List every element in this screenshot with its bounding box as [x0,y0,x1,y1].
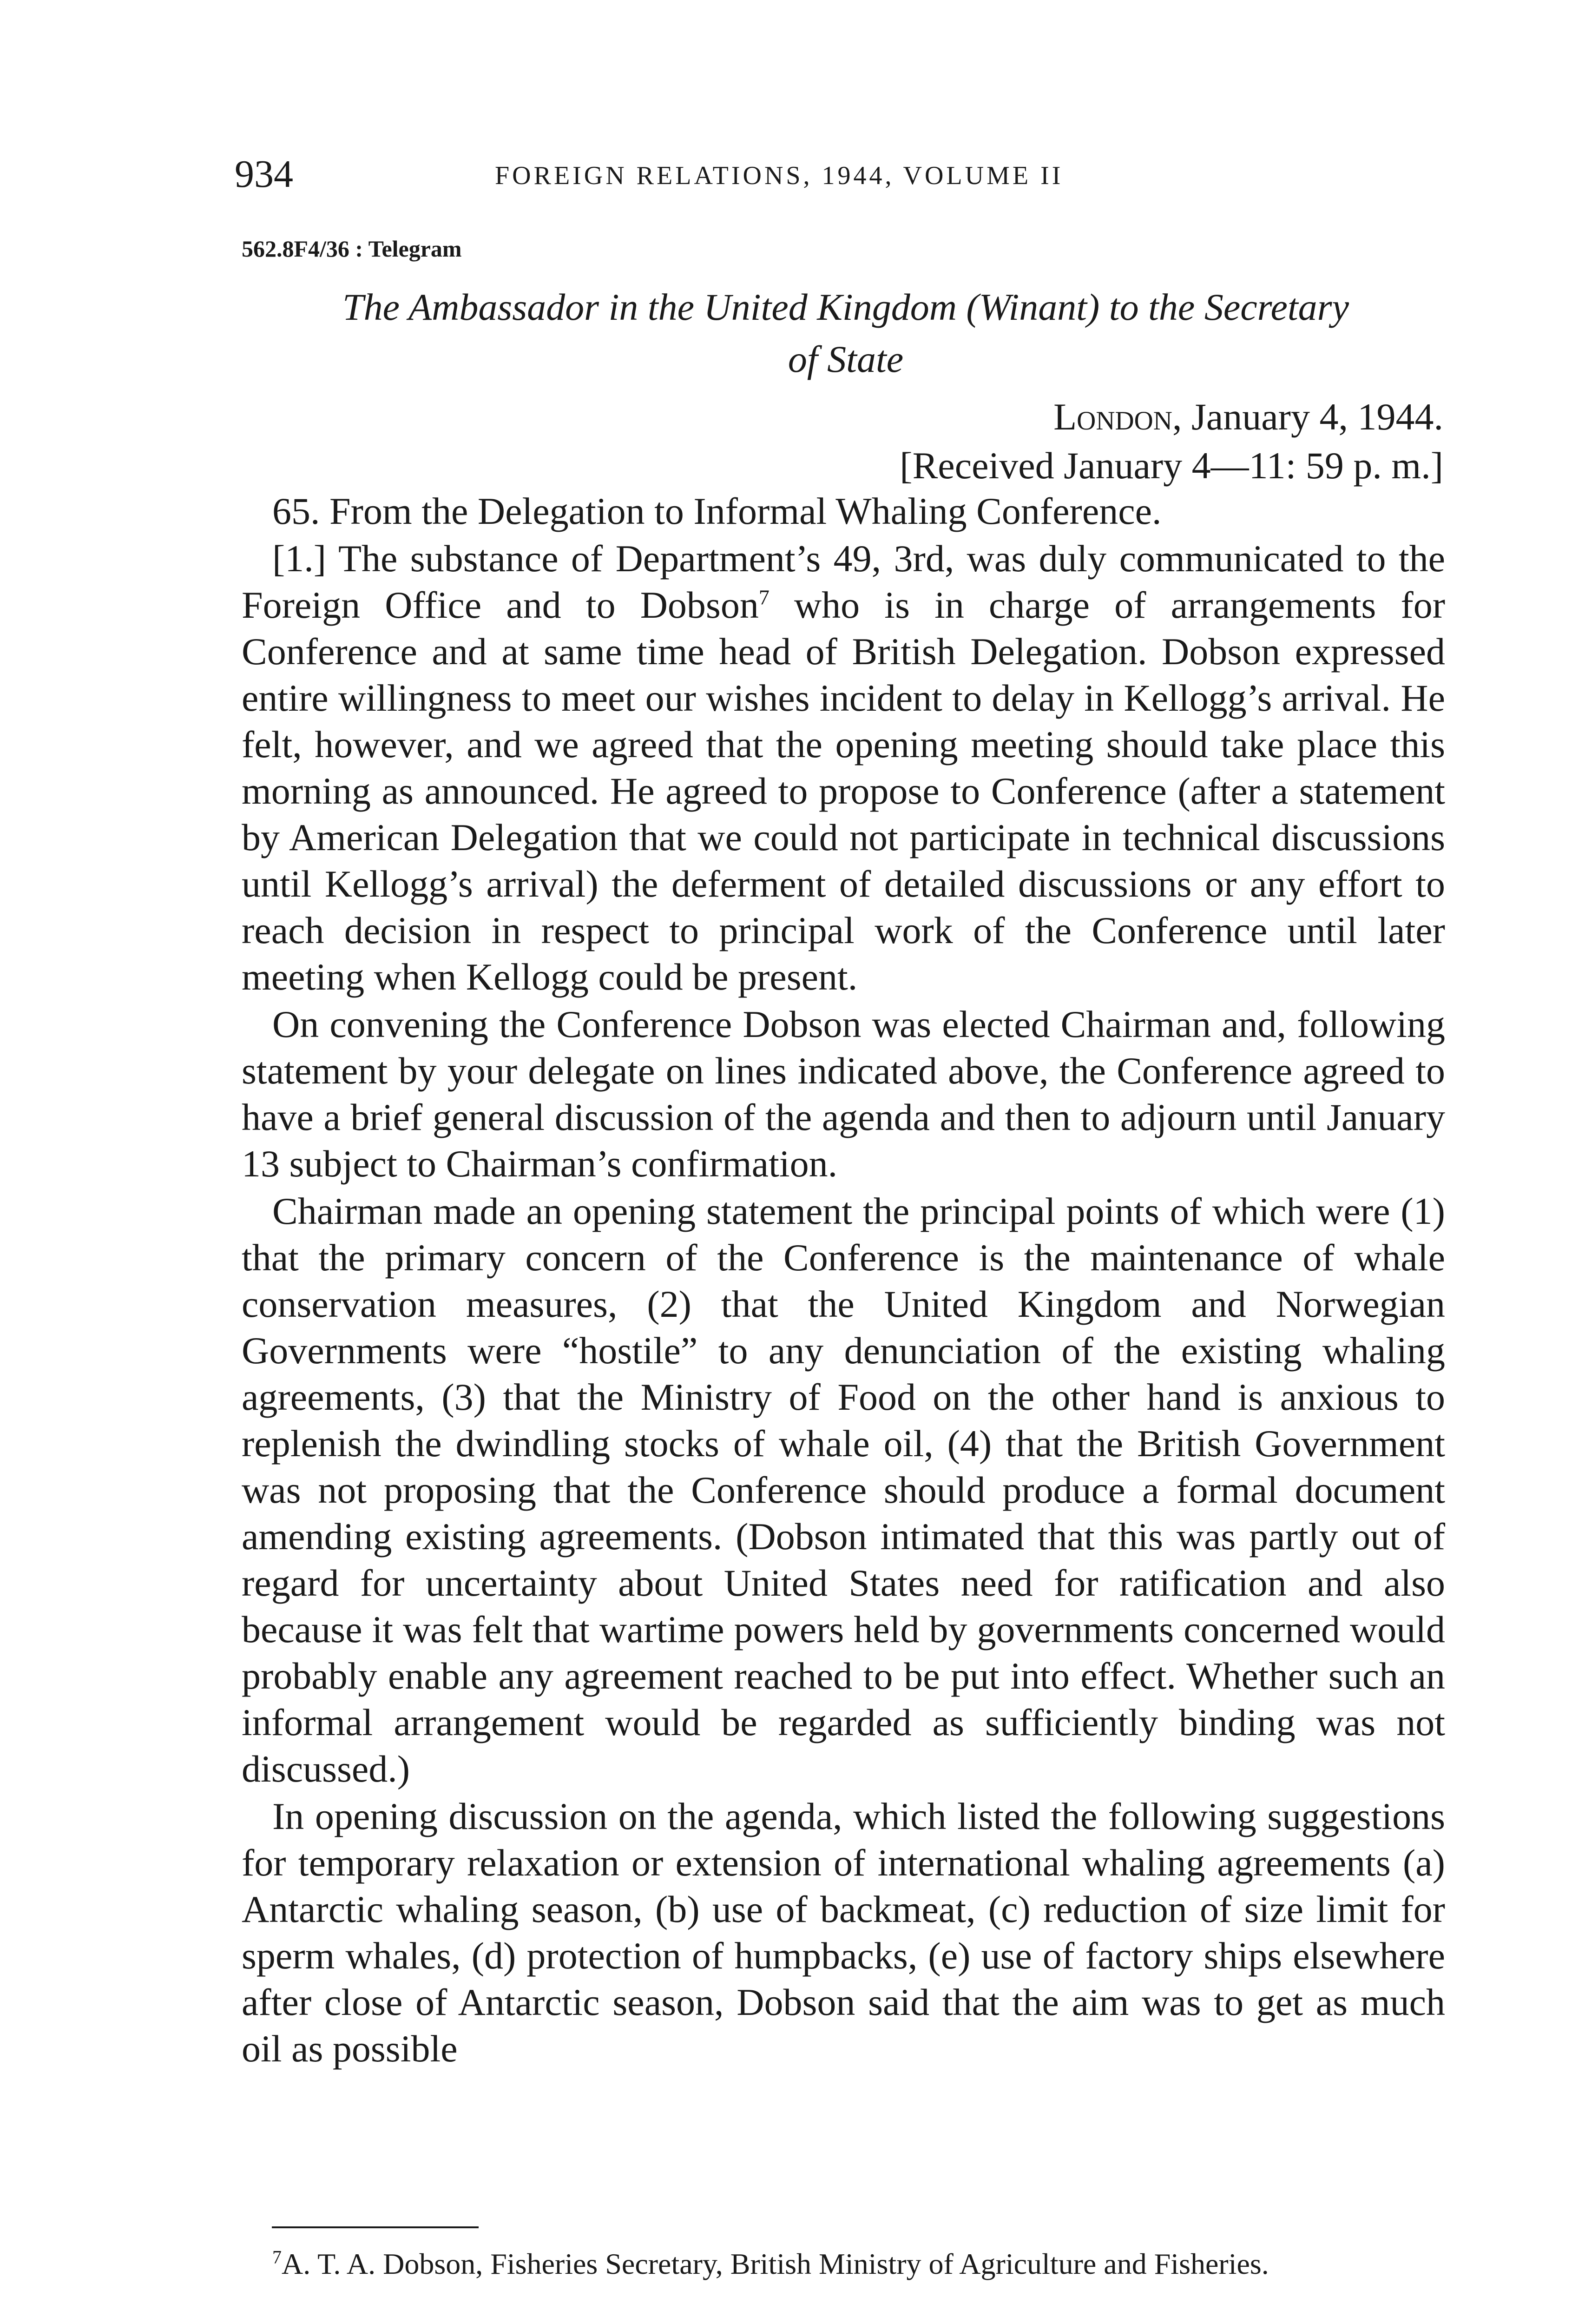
document-title [242,281,1450,385]
paragraph-2 [242,535,1445,1000]
paragraph-4: Chairman made an opening statement the principal points of which were (1) that the primary concern of the Conference is the maintenance of whale conservation measures, (2) that the United Kingdom and Norwegian Governments were “hostile” to any denunciation of the existing whaling agreements, (3) that the Ministry of Food on the other hand is anxious to replenish the dwindling stocks of whale oil, (4) that the British Government was not proposing that the Conference should produce a formal document amending existing agreements. (Dobson intimated that this was partly out of regard for uncertainty about United States need for ratification and also because it was felt that wartime powers held by governments concerned would probably enable any agreement reached to be put into effect. Whether such an informal arrangement would be regarded as sufficiently binding was not discussed.) [242,1190,1445,1790]
paragraph-2-text-b: who is in charge of arrangements for Conference and at same time head of British Delegation. Dobson expressed entire willingness to meet our wishes incident to delay in Kellogg’s arrival. He felt, however, and we agreed that the opening meeting should take place this morning as announced. He agreed to propose to Conference (after a statement by American Delegation that we could not participate in technical discussions until Kellogg’s arrival) the deferment of detailed discussions or any effort to reach decision in respect to principal work of the Conference until later meeting when Kellogg could be present. [242,584,1445,998]
footnote [242,2245,1445,2283]
page-number: 934 [235,152,293,196]
footnote-divider [272,2226,479,2228]
running-head: FOREIGN RELATIONS, 1944, VOLUME II [495,161,1064,190]
document-title-line-2: of State [788,338,904,380]
place-and-date [1053,393,1443,441]
footnote-text: A. T. A. Dobson, Fisheries Secretary, British Ministry of Agriculture and Fisheries. [282,2247,1269,2280]
date: , January 4, 1944. [1172,396,1443,438]
place: London [1053,396,1172,438]
telegram-body [242,488,1445,2073]
page-header [235,153,1443,195]
paragraph-1: 65. From the Delegation to Informal Whaling Conference. [272,490,1162,532]
paragraph-3: On convening the Conference Dobson was elected Chairman and, following statement by your delegate on lines indicated above, the Conference agreed to have a brief general discussion of the agenda and then to adjourn until January 13 subject to Chairman’s confirmation. [242,1003,1445,1185]
paragraph-2-text-a: [1.] The substance of Department’s 49, 3rd, was duly communicated to the Foreign Office and to Dobson [242,537,1445,626]
file-reference: 562.8F4/36 : Telegram [242,236,462,262]
footnote-mark: 7 [272,2246,282,2268]
paragraph-5: In opening discussion on the agenda, which listed the following suggestions for temporary relaxation or extension of international whaling agreements (a) Antarctic whaling season, (b) use of backmeat, (c) reduction of size limit for sperm whales, (d) protection of humpbacks, (e) use of factory ships elsewhere after close of Antarctic season, Dobson said that the aim was to get as much oil as possible [242,1795,1445,2070]
document-title-line-1: The Ambassador in the United Kingdom (Winant) to the Secretary [342,286,1349,328]
footnote-reference: 7 [758,585,769,609]
received-note: [Received January 4—11: 59 p. m.] [900,444,1443,487]
